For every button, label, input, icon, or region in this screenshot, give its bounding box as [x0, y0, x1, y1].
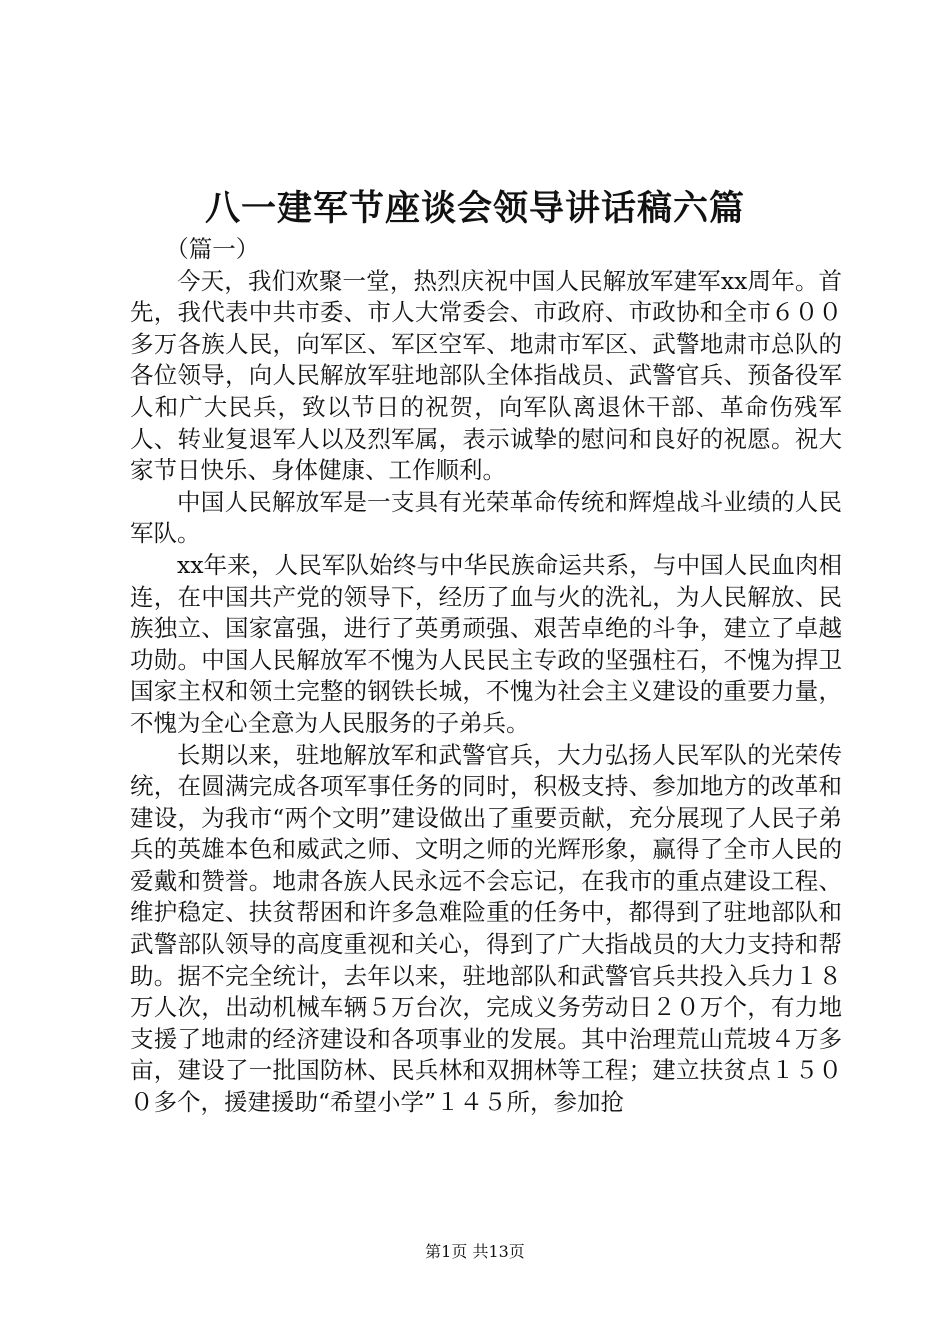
- paragraph-1: 今天，我们欢聚一堂，热烈庆祝中国人民解放军建军xx周年。首先，我代表中共市委、市人大常委会、市政府、市政协和全市６００多万各族人民，向军区、军区空军、地肃市军区、武警地肃市总队的各位领导，向人民解放军驻地部队全体指战员、武警官兵、预备役军人和广大民兵，致以节日的祝贺，向军队离退休干部、革命伤残军人、转业复退军人以及烈军属，表示诚挚的慰问和良好的祝愿。祝大家节日快乐、身体健康、工作顺利。: [130, 266, 842, 485]
- document-body: [130, 234, 842, 1119]
- paragraph-4: 长期以来，驻地解放军和武警官兵，大力弘扬人民军队的光荣传统，在圆满完成各项军事任务的同时，积极支持、参加地方的改革和建设，为我市“两个文明”建设做出了重要贡献，充分展现了人民子弟兵的英雄本色和威武之师、文明之师的光辉形象，赢得了全市人民的爱戴和赞誉。地肃各族人民永远不会忘记，在我市的重点建设工程、维护稳定、扶贫帮困和许多急难险重的任务中，都得到了驻地部队和武警部队领导的高度重视和关心，得到了广大指战员的大力支持和帮助。据不完全统计，去年以来，驻地部队和武警官兵共投入兵力１８万人次，出动机械车辆５万台次，完成义务劳动日２０万个，有力地支援了地肃的经济建设和各项事业的发展。其中治理荒山荒坡４万多亩，建设了一批国防林、民兵林和双拥林等工程；建立扶贫点１５００多个，援建援助“希望小学”１４５所，参加抢: [130, 740, 842, 1117]
- paragraph-2: 中国人民解放军是一支具有光荣革命传统和辉煌战斗业绩的人民军队。: [130, 487, 842, 548]
- document-title: 八一建军节座谈会领导讲话稿六篇: [204, 188, 745, 229]
- section-label: （篇一）: [165, 235, 260, 263]
- page-footer: 第1页 共13页: [425, 1242, 525, 1261]
- paragraph-3: xx年来，人民军队始终与中华民族命运共系，与中国人民血肉相连，在中国共产党的领导下，经历了血与火的洗礼，为人民解放、民族独立、国家富强，进行了英勇顽强、艰苦卓绝的斗争，建立了卓越功勋。中国人民解放军不愧为人民民主专政的坚强柱石，不愧为捍卫国家主权和领土完整的钢铁长城，不愧为社会主义建设的重要力量，不愧为全心全意为人民服务的子弟兵。: [130, 550, 842, 737]
